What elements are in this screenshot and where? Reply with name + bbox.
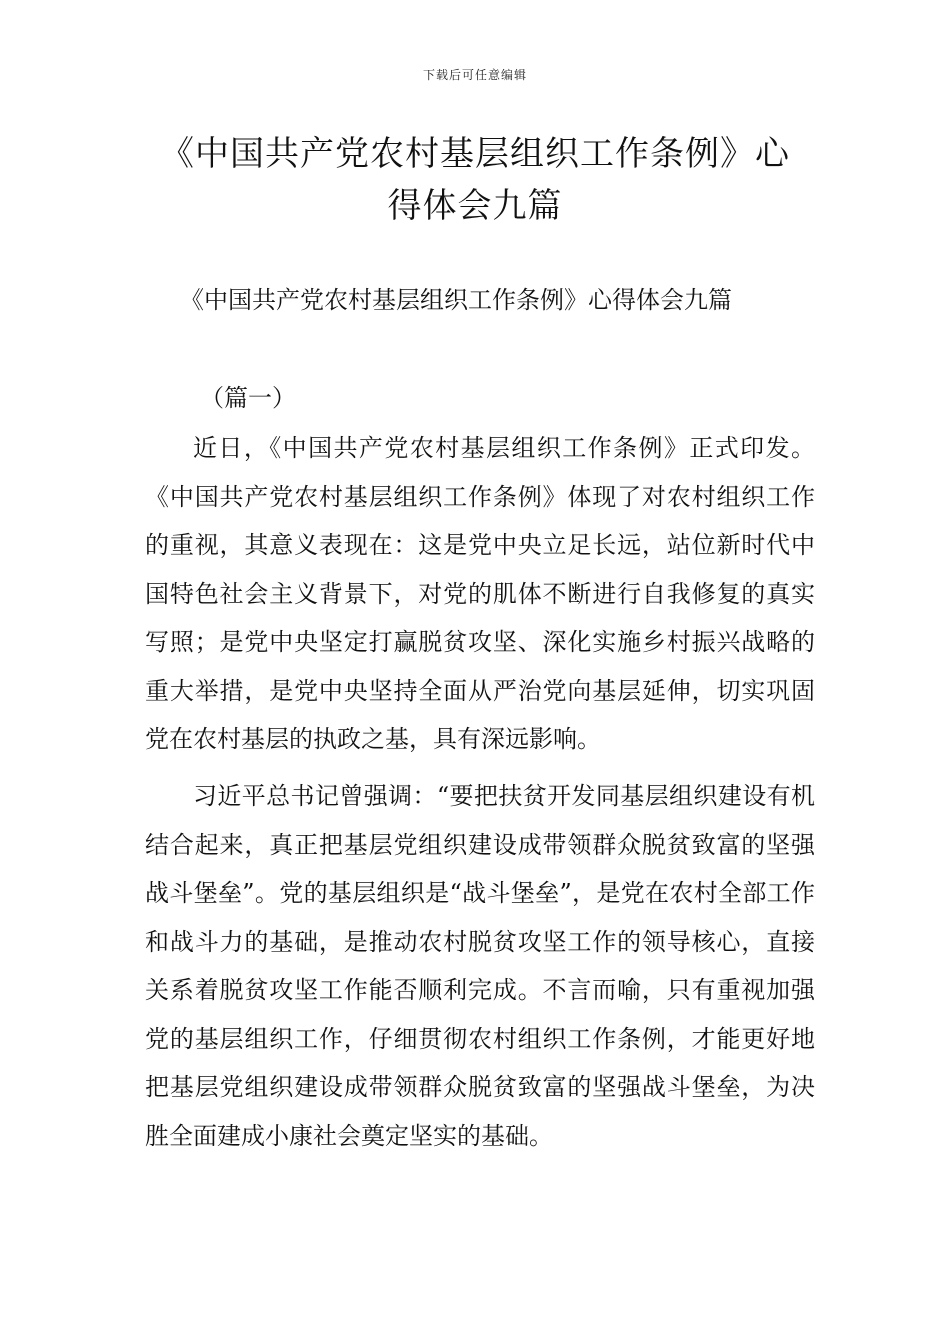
document-subtitle: 《中国共产党农村基层组织工作条例》心得体会九篇 [180, 286, 732, 314]
body-paragraph: 近日，《中国共产党农村基层组织工作条例》正式印发。《中国共产党农村基层组织工作条例》体现了对农村组织工作的重视，其意义表现在：这是党中央立足长远，站位新时代中国特色社会主义背景下，对党的肌体不断进行自我修复的真实写照；是党中央坚定打赢脱贫攻坚、深化实施乡村振兴战略的重大举措，是党中央坚持全面从严治党向基层延伸，切实巩固党在农村基层的执政之基，具有深远影响。 [145, 434, 815, 753]
document-title-line-1: 《中国共产党农村基层组织工作条例》心 [160, 134, 790, 174]
document-title [140, 128, 810, 232]
header-note: 下载后可任意编辑 [422, 68, 527, 82]
document-title-line-2: 得体会九篇 [387, 186, 563, 226]
section-label: （篇一） [200, 384, 296, 412]
body-paragraph: 习近平总书记曾强调：“要把扶贫开发同基层组织建设有机结合起来，真正把基层党组织建设成带领群众脱贫致富的坚强战斗堡垒”。党的基层组织是“战斗堡垒”，是党在农村全部工作和战斗力的基础，是推动农村脱贫攻坚工作的领导核心，直接关系着脱贫攻坚工作能否顺利完成。不言而喻，只有重视加强党的基层组织工作，仔细贯彻农村组织工作条例，才能更好地把基层党组织建设成带领群众脱贫致富的坚强战斗堡垒，为决胜全面建成小康社会奠定坚实的基础。 [145, 782, 815, 1150]
